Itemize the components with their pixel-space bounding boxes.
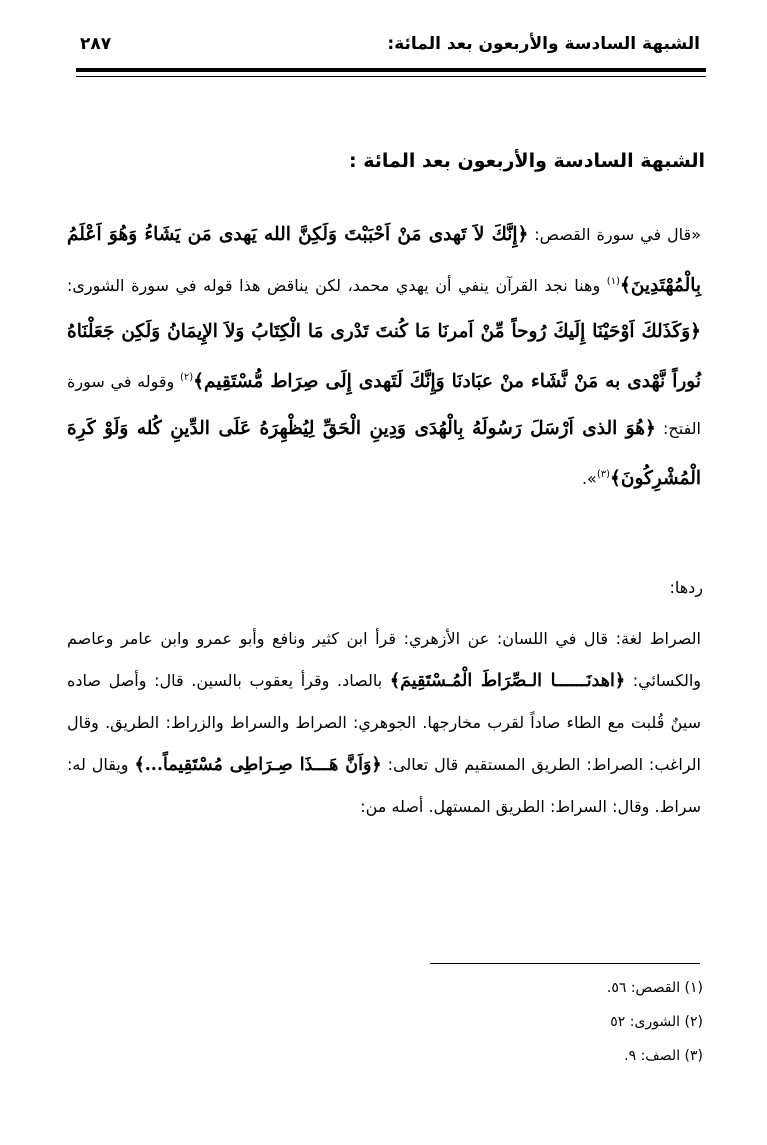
footnote-separator [430,963,700,964]
header-rule-thin [76,76,706,77]
claim-text-1: «قال في سورة القصص: [528,225,701,244]
quoted-claim-paragraph [67,212,701,502]
reply-text-1: الصراط لغة: قال في اللسان: عن الأزهري: قرأ ابن كثير ونافع وأبو عمرو وابن عامر وعاصم والكسائي: [67,629,702,690]
page-header [80,30,700,60]
quran-verse-fath: ﴿هُوَ الذى اَرْسَلَ رَسُولَهُ بِالْهُدَى وَدِينِ الْحَقِّ لِيُظْهِرَهُ عَلَى الدِّينِ كُله وَلَوْ كَرِهَ الْمُشْرِكُونَ﴾ [67,417,701,489]
footnote-ref-2: (٢) [179,372,194,384]
quran-verse-qasas: ﴿إِنَّكَ لاَ تَهدى مَنْ اَحْبَبْتَ وَلَكِنَّ الله يَهدى مَن يَشَاءُ وَهُوَ اَعْلَمُ بِالْمُهْتَدِينَ﴾ [67,224,701,296]
reply-paragraph [67,618,701,828]
footnote-ref-3: (٣) [596,469,611,481]
header-rule-thick [76,68,706,72]
running-title: الشبهة السادسة والأربعون بعد المائة: [387,34,700,54]
quran-verse-anam: ﴿وَاَنَّ هَـــذَا صِـرَاطِى مُسْتَقِيماً...﴾ [134,755,382,775]
footnote-ref-1: (١) [606,275,620,287]
quran-verse-shura: ﴿وَكَذَلكَ اَوْحَيْنَا إِلَيكَ رُوحاً مِّنْ اَمرنَا مَا كُنتَ تَدْرى مَا الْكِتَابُ وَلاَ الإِيمَانُ وَلَكِن جَعَلْنَاهُ نُوراً نَّهْدى به مَنْ نَّشَاء منْ عبَادنَا وَإِنَّكَ لَتَهدى إِلَى صِرَاط مُّسْتَقِيم﴾ [67,320,701,393]
claim-text-3: وقوله في سورة الفتح: [67,372,702,438]
quran-verse-fatiha: ﴿اهدنَــــــا الـصِّرَاطَ الْمُـسْتَقِيمَ﴾ [389,671,626,691]
reply-text-3: ويقال له: سراط. وقال: السراط: الطريق المستهل. أصله من: [67,755,701,816]
page-number: ٢٨٧ [80,34,112,54]
footnote-2: (٢) الشورى: ٥٢ [610,1014,703,1030]
claim-text-2: وهنا نجد القرآن ينفي أن يهدي محمد، لكن يناقض هذا قوله في سورة الشورى: [67,275,607,295]
reply-text-2: بالصاد. وقرأ يعقوب بالسين. قال: وأصل صاده سينٌ قُلبت مع الطاء صاداً لقرب مخارجها. الجوهري: الصراط والسراط والزراط: الطريق. وقال الراغب: الصراط: الطريق المستقيم قال تعالى: [67,671,701,774]
section-title: الشبهة السادسة والأربعون بعد المائة : [349,150,705,172]
footnote-1: (١) القصص: ٥٦. [606,980,703,996]
reply-label: ردها: [669,578,703,597]
footnotes [607,978,703,1080]
claim-text-4: ». [581,468,597,488]
footnote-3: (٣) الصف: ٩. [624,1048,703,1064]
